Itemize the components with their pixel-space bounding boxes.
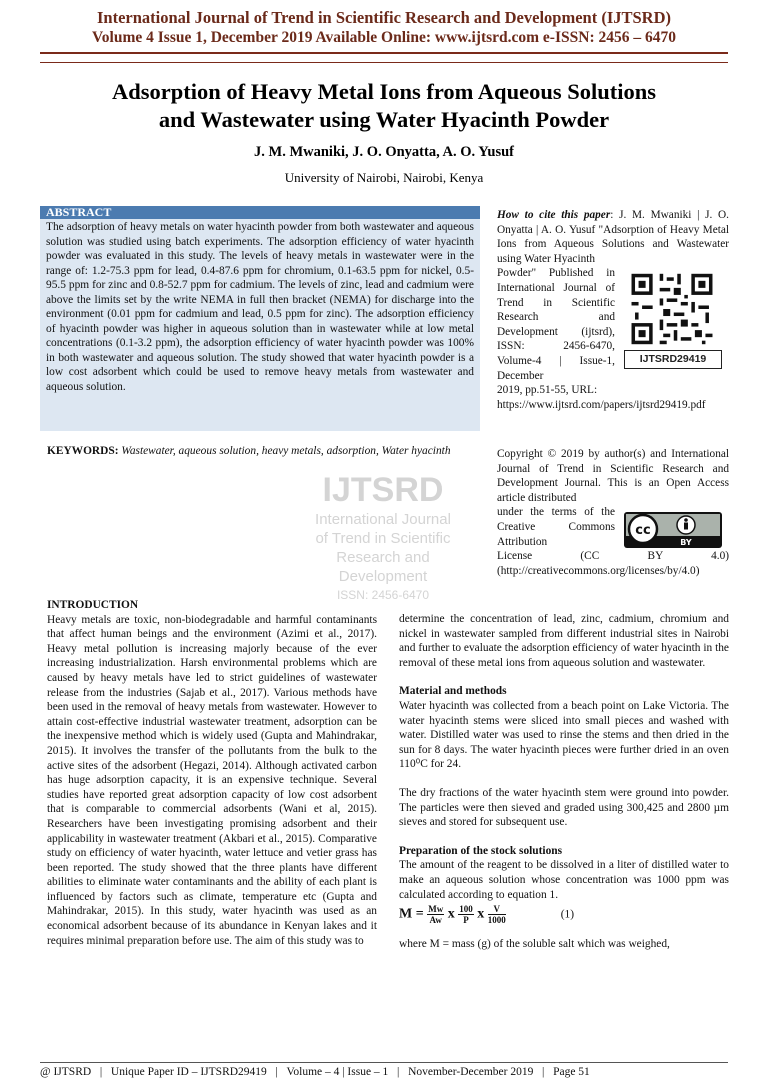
watermark-line-3: of Trend in Scientific [315, 530, 451, 547]
methods-text-2: The dry fractions of the water hyacinth stem were ground into powder. The particles were then sieved and graded using 300,425 and 2800 µm sieves and stored for subsequent use. [399, 786, 729, 829]
methods-heading: Material and methods [399, 685, 507, 698]
eq-p: P [463, 915, 469, 926]
methods-text-1: Water hyacinth was collected from a beach point on Lake Victoria. The water hyacinth stems were sliced into small pieces and washed with water. Distilled water was used to rinse the stems and then dried in the sun for 8 days. The water hyacinth pieces were further dried in an oven 110⁰C for 24. [399, 699, 729, 771]
affiliation: University of Nairobi, Nairobi, Kenya [284, 170, 484, 185]
eq-lhs: M = [399, 906, 424, 922]
creative-commons-icon [624, 512, 722, 548]
copyright-text-2: under the terms of the Creative Commons Attribution [497, 506, 615, 548]
footer-brand: @ IJTSRD [40, 1066, 92, 1078]
watermark-line-6: ISSN: 2456-6470 [336, 588, 430, 602]
citation-label: How to cite this paper [497, 209, 611, 221]
keywords [47, 444, 475, 459]
eq-aw: Aw [429, 915, 442, 926]
watermark-line-1: IJTSRD [322, 471, 444, 509]
cc-by-label: BY [680, 538, 692, 547]
header-rule-bottom [40, 62, 728, 63]
equation-number: (1) [560, 908, 574, 921]
journal-issue-line: Volume 4 Issue 1, December 2019 Available Online: www.ijtsrd.com e-ISSN: 2456 – 6470 [92, 29, 676, 46]
equation-1 [399, 904, 729, 925]
paper-title [40, 78, 728, 134]
introduction-continued: determine the concentration of lead, zinc, cadmium, chromium and nickel in wastewater sampled from different industrial sites in Nairobi and further to evaluate the adsorption efficiency of water hyacinth in the removal of these metal ions from aqueous solution and wastewater. [399, 613, 729, 669]
journal-name: International Journal of Trend in Scientific Research and Development (IJTSRD) [97, 8, 671, 27]
stock-text: The amount of the reagent to be dissolved in a liter of distilled water to make an aqueous solution whose concentration was 1000 ppm was calculated according to equation 1. [399, 859, 729, 901]
eq-v: V [488, 904, 506, 915]
footer-page: Page 51 [553, 1066, 590, 1078]
abstract-text: The adsorption of heavy metals on water hyacinth powder from both wastewater and aqueous solution was studied using batch experiments. The adsorption efficiency of water hyacinth powder was evaluated in this study. The levels of heavy metals in wastewater were in the range of: 1.2-75.3 ppm for lead, 0.4-87.6 ppm for chromium, 0.1-63.5 ppm for nickel, 0.5-95.5 ppm for zinc and 0.8-52.7 ppm for cadmium. The levels of zinc, lead and cadmium were above the limits set by the write NEMA in full then bracket (NEMA) for discharge into the environment (0.01 ppm for cadmium and lead, 0.5 ppm for zinc). The adsorption efficiency of hyacinth powder was higher in aqueous solution than in wastewater while at low metal concentrations (0.1-3.2 ppm), the adsorption efficiency of water hyacinth powder was 100% in both wastewater and aqueous solution. The study showed that water hyacinth powder is a low cost adsorbent which could be used to remove heavy metals from wastewater and aqueous solution. [46, 221, 474, 393]
footer-date: November-December 2019 [408, 1066, 534, 1078]
citation-text-3: 2019, pp.51-55, URL: https://www.ijtsrd.com/papers/ijtsrd29419.pdf [497, 384, 706, 411]
eq-100: 100 [459, 904, 473, 915]
qr-paper-id: IJTSRD29419 [624, 350, 722, 369]
keywords-label: KEYWORDS: [47, 445, 119, 457]
watermark-line-2: International Journal [315, 511, 451, 528]
eq-mw: Mw [428, 904, 444, 915]
eq-times-1: x [447, 906, 455, 922]
footer-volume: Volume – 4 | Issue – 1 [286, 1066, 389, 1078]
eq-frac-mw-aw [427, 904, 444, 925]
keywords-text: Wastewater, aqueous solution, heavy metals, adsorption, Water hyacinth [121, 445, 451, 457]
introduction-text: Heavy metals are toxic, non-biodegradable and harmful contaminants that affect human beings and the environment (Azimi et al., 2017). Heavy metal pollution is increasing majorly because of the ever increasing industrialization. Harsh environmental problems which are caused by heavy metals have led to strict guidelines of wastewater release from the industries (Sajab et al., 2017). Various methods have been used in the removal of heavy metals from wastewater. However to attain cost-effective industrial wastewater treatment, adsorption can be the inexpensive method which is widely used (Gupta and Mahindrakar, 2015). It involves the transfer of the pollutants from the bulk to the active sites of the adsorbent (Hegazi, 2014). Although activated carbon has huge adsorption capacity, it is an expensive technique. Several studies have reported great adsorption capacity of low cost adsorbent that is comparable to commercial adsorbents (Wani et al, 2015). Researchers have been investigating promising adsorbent and their applicability in wastewater treatment (Akbari et al., 2015). Comparative study on efficiency of water hyacinth, water lettuce and vetier grass has been reported. The study showed that the three plants have different abilities to eliminate water contaminants and the ability of each plant is influenced by factors such as climate, temperature etc (Gupta and Mahindrakar, 2015). In this study, water hyacinth was used as an economical adsorbent because of its abundance in Kenyan lakes and it requires minimal preparation before use. The aim of this study was to [47, 613, 377, 947]
journal-header [0, 8, 768, 48]
copyright-text-3: License (CC BY 4.0) (http://creativecommons.org/licenses/by/4.0) [497, 550, 729, 577]
watermark-line-5: Development [338, 568, 428, 585]
right-column [399, 612, 729, 952]
abstract-box [40, 206, 480, 431]
title-line-2: and Wastewater using Water Hyacinth Powder [158, 107, 610, 132]
citation-text-2: Powder" Published in International Journal of Trend in Scientific Research and Development (ijtsrd), ISSN: 2456-6470, Volume-4 | Issue-1, December [497, 267, 615, 382]
stock-heading: Preparation of the stock solutions [399, 844, 563, 857]
qr-code-icon [628, 270, 716, 348]
header-rule-top [40, 52, 728, 54]
abstract-heading: ABSTRACT [40, 206, 480, 219]
copyright-text-1: Copyright © 2019 by author(s) and International Journal of Trend in Scientific Research and Development Journal. This is an Open Access article distributed [497, 448, 729, 504]
stock-after-text: where M = mass (g) of the soluble salt which was weighed, [399, 938, 670, 951]
page-footer: @ IJTSRD | Unique Paper ID – IJTSRD29419 | Volume – 4 | Issue – 1 | November-December 2019 | Page 51 [40, 1062, 728, 1078]
eq-times-2: x [477, 906, 485, 922]
introduction-heading: INTRODUCTION [47, 599, 139, 611]
citation-text-1: : J. M. Mwaniki | J. O. Onyatta | A. O. Yusuf "Adsorption of Heavy Metal Ions from Aqueous Solutions and Wastewater using Water Hyacinth [497, 209, 729, 265]
footer-paper-id: Unique Paper ID – IJTSRD29419 [110, 1066, 267, 1078]
authors: J. M. Mwaniki, J. O. Onyatta, A. O. Yusuf [254, 144, 514, 160]
eq-frac-100-p [458, 904, 474, 925]
watermark-line-4: Research and [336, 549, 430, 566]
left-column [47, 598, 377, 948]
eq-frac-v-1000 [488, 904, 506, 925]
title-line-1: Adsorption of Heavy Metal Ions from Aqueous Solutions [111, 79, 657, 104]
svg-text:cc: cc [635, 523, 651, 538]
eq-1000: 1000 [487, 915, 506, 926]
